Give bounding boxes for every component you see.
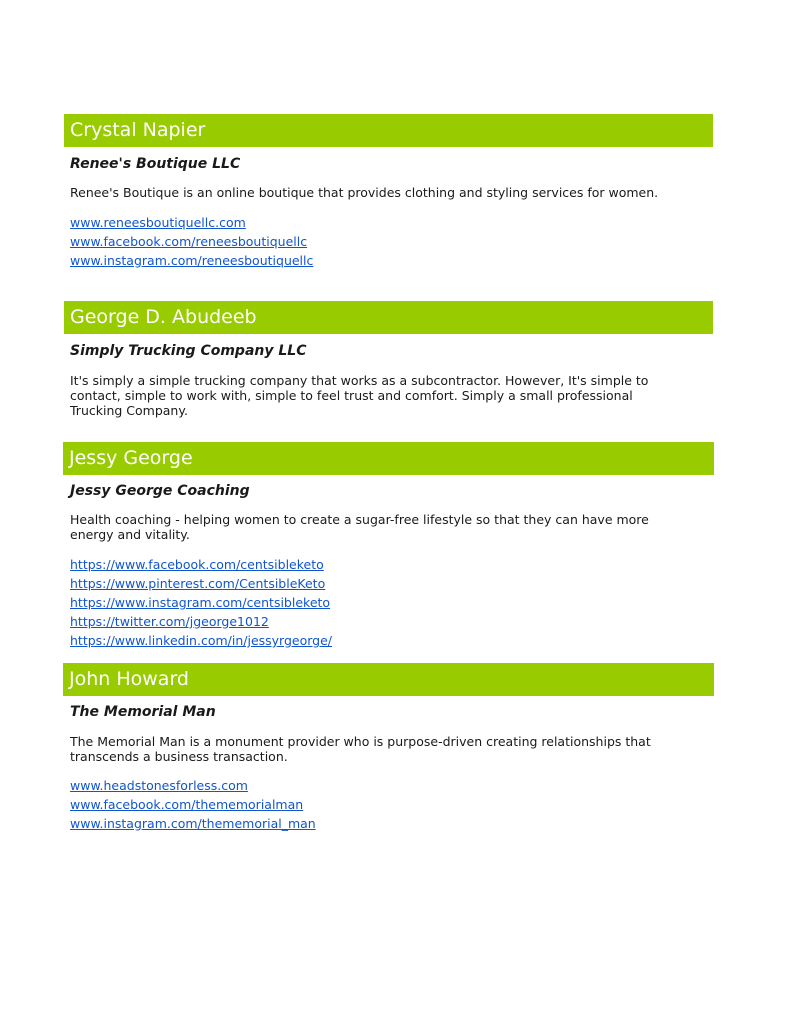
facebook-link[interactable]: www.facebook.com/thememorialman [70,797,304,812]
person-name-banner: George D. Abudeeb [64,301,713,334]
website-link[interactable]: www.headstonesforless.com [70,778,248,793]
business-description: Health coaching - helping women to create a sugar-free lifestyle so that they can have more energy and vitality. [70,512,649,542]
twitter-link[interactable]: https://twitter.com/jgeorge1012 [70,614,269,629]
pinterest-link[interactable]: https://www.pinterest.com/CentsibleKeto [70,576,326,591]
link-list [70,212,313,269]
link-list [70,775,316,832]
person-name-banner: John Howard [63,663,714,696]
instagram-link[interactable]: https://www.instagram.com/centsibleketo [70,595,331,610]
instagram-link[interactable]: www.instagram.com/thememorial_man [70,816,316,831]
business-name: Jessy George Coaching [70,483,250,499]
business-description: The Memorial Man is a monument provider who is purpose-driven creating relationships that transcends a business transaction. [70,734,651,764]
business-name: The Memorial Man [70,704,216,720]
facebook-link[interactable]: https://www.facebook.com/centsibleketo [70,557,324,572]
business-description: Renee's Boutique is an online boutique that provides clothing and styling services for women. [70,185,659,200]
business-description: It's simply a simple trucking company that works as a subcontractor. However, It's simple to contact, simple to work with, simple to feel trust and comfort. Simply a small professional Trucking Company. [70,373,649,418]
business-name: Simply Trucking Company LLC [70,343,307,359]
business-name: Renee's Boutique LLC [70,156,241,172]
linkedin-link[interactable]: https://www.linkedin.com/in/jessyrgeorge/ [70,633,333,648]
website-link[interactable]: www.reneesboutiquellc.com [70,215,246,230]
person-name-banner: Jessy George [63,442,714,475]
person-name-banner: Crystal Napier [64,114,713,147]
link-list [70,554,332,649]
facebook-link[interactable]: www.facebook.com/reneesboutiquellc [70,234,308,249]
instagram-link[interactable]: www.instagram.com/reneesboutiquellc [70,253,314,268]
